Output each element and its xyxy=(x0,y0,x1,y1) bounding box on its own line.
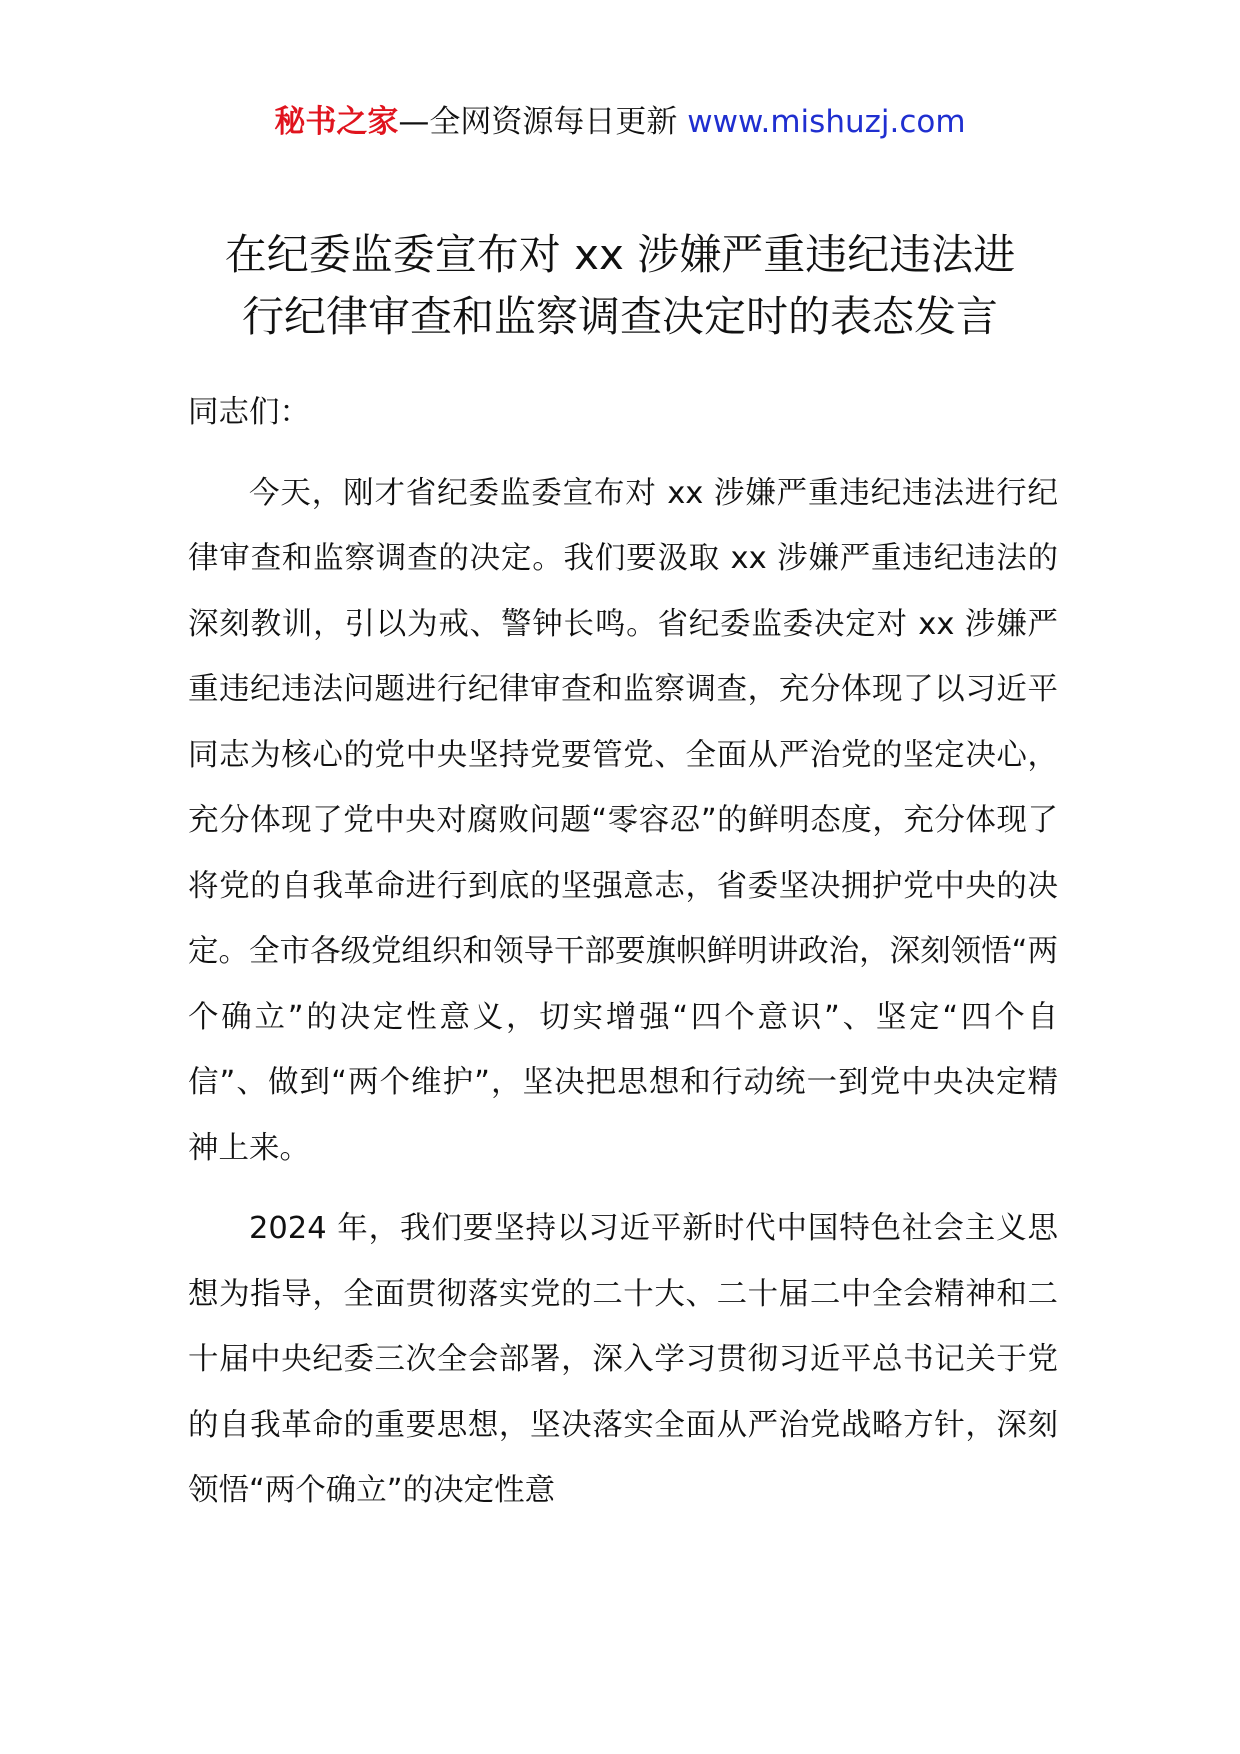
brand-name: 秘书之家 xyxy=(274,104,399,140)
site-header xyxy=(0,100,1240,144)
document-body xyxy=(188,380,1058,1539)
title-line-1: 在纪委监委宣布对 xx 涉嫌严重违纪违法进 xyxy=(224,230,1016,279)
paragraph-2: 2024 年，我们要坚持以习近平新时代中国特色社会主义思想为指导，全面贯彻落实党的二十大、二十届二中全会精神和二十届中央纪委三次全会部署，深入学习贯彻习近平总书记关于党的自我革命的重要思想，坚决落实全面从严治党战略方针，深刻领悟“两个确立”的决定性意 xyxy=(188,1211,1058,1508)
header-tagline: —全网资源每日更新 xyxy=(398,104,688,140)
paragraph-1: 今天，刚才省纪委监委宣布对 xx 涉嫌严重违纪违法进行纪律审查和监察调查的决定。我们要汲取 xx 涉嫌严重违纪违法的深刻教训，引以为戒、警钟长鸣。省纪委监委决定对 xx 涉嫌严重违纪违法问题进行纪律审查和监察调查，充分体现了以习近平同志为核心的党中央坚持党要管党、全面从严治党的坚定决心，充分体现了党中央对腐败问题“零容忍”的鲜明态度，充分体现了将党的自我革命进行到底的坚强意志，省委坚决拥护党中央的决定。全市各级党组织和领导干部要旗帜鲜明讲政治，深刻领悟“两个确立”的决定性意义，切实增强“四个意识”、坚定“四个自信”、做到“两个维护”，坚决把思想和行动统一到党中央决定精神上来。 xyxy=(188,475,1058,1166)
title-line-2: 行纪律审查和监察调查决定时的表态发言 xyxy=(241,292,998,341)
document-title xyxy=(150,224,1090,348)
salutation: 同志们： xyxy=(188,395,310,430)
site-url-link[interactable]: www.mishuzj.com xyxy=(687,104,966,140)
